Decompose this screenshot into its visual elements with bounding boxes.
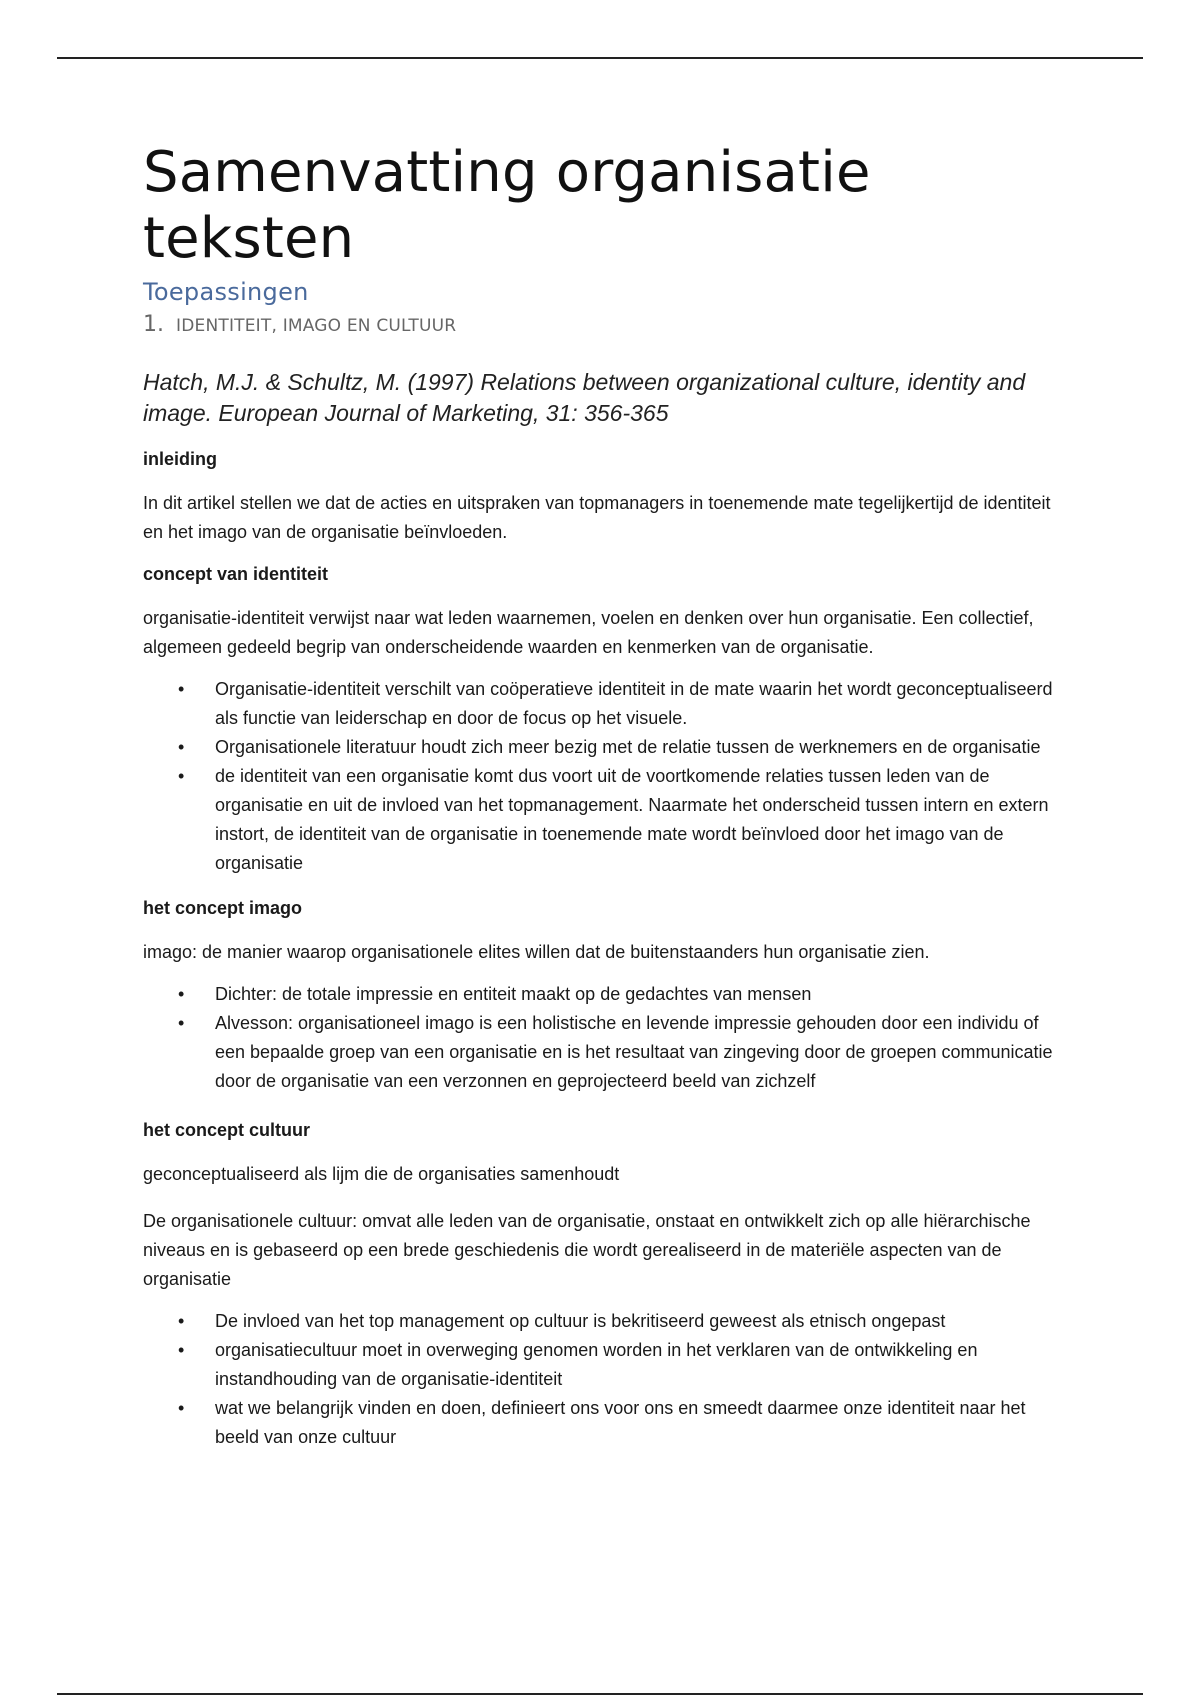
- paragraph-cultuur-1: geconceptualiseerd als lijm die de organisaties samenhoudt: [143, 1164, 620, 1184]
- document-body: [143, 140, 1068, 1452]
- section-heading: [143, 310, 1068, 341]
- heading-cultuur: het concept cultuur: [143, 1120, 311, 1140]
- list-item: • Organisationele literatuur houdt zich meer bezig met de relatie tussen de werknemers en de organisatie: [143, 733, 1068, 762]
- paragraph-inleiding: In dit artikel stellen we dat de acties en uitspraken van topmanagers in toenemende mate tegelijkertijd de identiteit en het imago van de organisatie beïnvloeden.: [143, 493, 1051, 542]
- bullet-icon: •: [178, 1398, 185, 1418]
- top-rule: [57, 57, 1143, 59]
- heading-imago: het concept imago: [143, 898, 303, 918]
- document-title: Samenvatting organisatie teksten: [143, 140, 871, 271]
- list-item: • Dichter: de totale impressie en entiteit maakt op de gedachtes van mensen: [143, 980, 1068, 1009]
- list-item: • Alvesson: organisationeel imago is een holistische en levende impressie gehouden door een individu of een bepaalde groep van een organisatie en is het resultaat van zingeving door de groepen communicatie door de organisatie van een verzonnen en geprojecteerd beeld van zichzelf: [143, 1009, 1068, 1096]
- bullet-icon: •: [178, 679, 185, 699]
- bullet-icon: •: [178, 737, 185, 757]
- bottom-rule: [57, 1693, 1143, 1695]
- paragraph-imago: imago: de manier waarop organisationele elites willen dat de buitenstaanders hun organisatie zien.: [143, 942, 930, 962]
- list-item: • wat we belangrijk vinden en doen, definieert ons voor ons en smeedt daarmee onze identiteit naar het beeld van onze cultuur: [143, 1394, 1068, 1452]
- bullet-icon: •: [178, 1311, 185, 1331]
- bullet-icon: •: [178, 1340, 185, 1360]
- bullet-icon: •: [178, 1013, 185, 1033]
- list-item: • Organisatie-identiteit verschilt van coöperatieve identiteit in de mate waarin het wordt geconceptualiseerd als functie van leiderschap en door de focus op het visuele.: [143, 675, 1068, 733]
- citation: Hatch, M.J. & Schultz, M. (1997) Relations between organizational culture, identity and image. European Journal of Marketing, 31: 356-365: [143, 369, 1026, 426]
- paragraph-cultuur-2: De organisationele cultuur: omvat alle leden van de organisatie, onstaat en ontwikkelt zich op alle hiërarchische niveaus en is gebaseerd op een brede geschiedenis die wordt gerealiseerd in de materiële aspecten van de organisatie: [143, 1211, 1031, 1289]
- heading-identiteit: concept van identiteit: [143, 564, 329, 584]
- bullet-list-imago: [143, 980, 1068, 1096]
- bullet-icon: •: [178, 766, 185, 786]
- list-item: • De invloed van het top management op cultuur is bekritiseerd geweest als etnisch ongepast: [143, 1307, 1068, 1336]
- bullet-icon: •: [178, 984, 185, 1004]
- paragraph-identiteit: organisatie-identiteit verwijst naar wat leden waarnemen, voelen en denken over hun organisatie. Een collectief, algemeen gedeeld begrip van onderscheidende waarden en kenmerken van de organisatie.: [143, 608, 1034, 657]
- document-subtitle: Toepassingen: [143, 278, 309, 306]
- list-item: • de identiteit van een organisatie komt dus voort uit de voortkomende relaties tussen leden van de organisatie en uit de invloed van het topmanagement. Naarmate het onderscheid tussen intern en extern instort, de identiteit van de organisatie in toenemende mate wordt beïnvloed door het imago van de organisatie: [143, 762, 1068, 878]
- section-title: IDENTITEIT, IMAGO EN CULTUUR: [176, 316, 457, 336]
- list-item: • organisatiecultuur moet in overweging genomen worden in het verklaren van de ontwikkeling en instandhouding van de organisatie-identiteit: [143, 1336, 1068, 1394]
- section-number: 1.: [143, 312, 164, 337]
- bullet-list-identiteit: [143, 675, 1068, 878]
- bullet-list-cultuur: [143, 1307, 1068, 1452]
- heading-inleiding: inleiding: [143, 449, 217, 469]
